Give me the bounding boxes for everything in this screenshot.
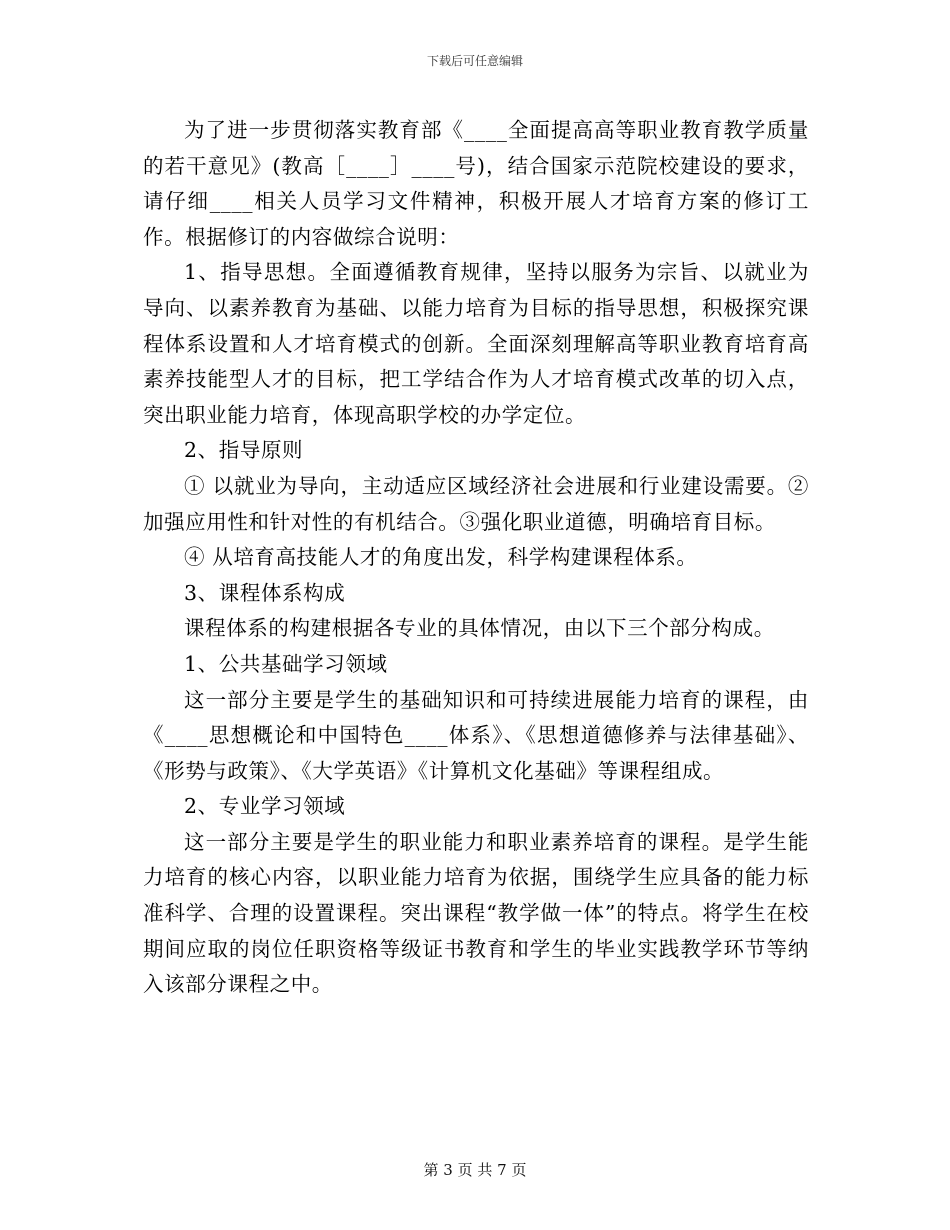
heading-guiding-principles: 2、指导原则: [184, 438, 304, 463]
paragraph-professional-learning: 这一部分主要是学生的职业能力和职业素养培育的课程。是学生能力培育的核心内容，以职业能力培育为依据，围绕学生应具备的能力标准科学、合理的设置课程。突出课程“教学做一体”的特点。将学生在校期间应取的岗位任职资格等级证书教育和学生的毕业实践教学环节等纳入该部分课程之中。: [143, 829, 809, 997]
paragraph-principles-1-3: ① 以就业为导向，主动适应区域经济社会进展和行业建设需要。②加强应用性和针对性的有机结合。③强化职业道德，明确培育目标。: [143, 473, 809, 534]
page-header: 下载后可任意编辑: [426, 54, 523, 68]
paragraph-guiding-ideology: 1、指导思想。全面遵循教育规律，坚持以服务为宗旨、以就业为导向、以素养教育为基础、以能力培育为目标的指导思想，积极探究课程体系设置和人才培育模式的创新。全面深刻理解高等职业教育培育高素养技能型人才的目标，把工学结合作为人才培育模式改革的切入点，突出职业能力培育，体现高职学校的办学定位。: [143, 260, 809, 427]
paragraph-curriculum-intro: 课程体系的构建根据各专业的具体情况，由以下三个部分构成。: [184, 616, 775, 641]
paragraph-intro: 为了进一步贯彻落实教育部《____全面提高高等职业教育教学质量的若干意见》(教高［____］____号)，结合国家示范院校建设的要求，请仔细____相关人员学习文件精神，积极开展人才培育方案的修订工作。根据修订的内容做综合说明：: [143, 118, 809, 249]
heading-curriculum-structure: 3、课程体系构成: [184, 580, 346, 605]
paragraph-principle-4: ④ 从培育高技能人才的角度出发，科学构建课程体系。: [184, 545, 698, 570]
heading-public-foundation: 1、公共基础学习领域: [184, 651, 388, 676]
page-number: 第 3 页 共 7 页: [423, 1161, 527, 1179]
heading-professional-learning: 2、专业学习领域: [184, 794, 346, 819]
paragraph-public-foundation: 这一部分主要是学生的基础知识和可持续进展能力培育的课程，由《____思想概论和中国特色____体系》、《思想道德修养与法律基础》、《形势与政策》、《大学英语》《计算机文化基础》等课程组成。: [143, 687, 809, 783]
document-body: [143, 113, 809, 1003]
